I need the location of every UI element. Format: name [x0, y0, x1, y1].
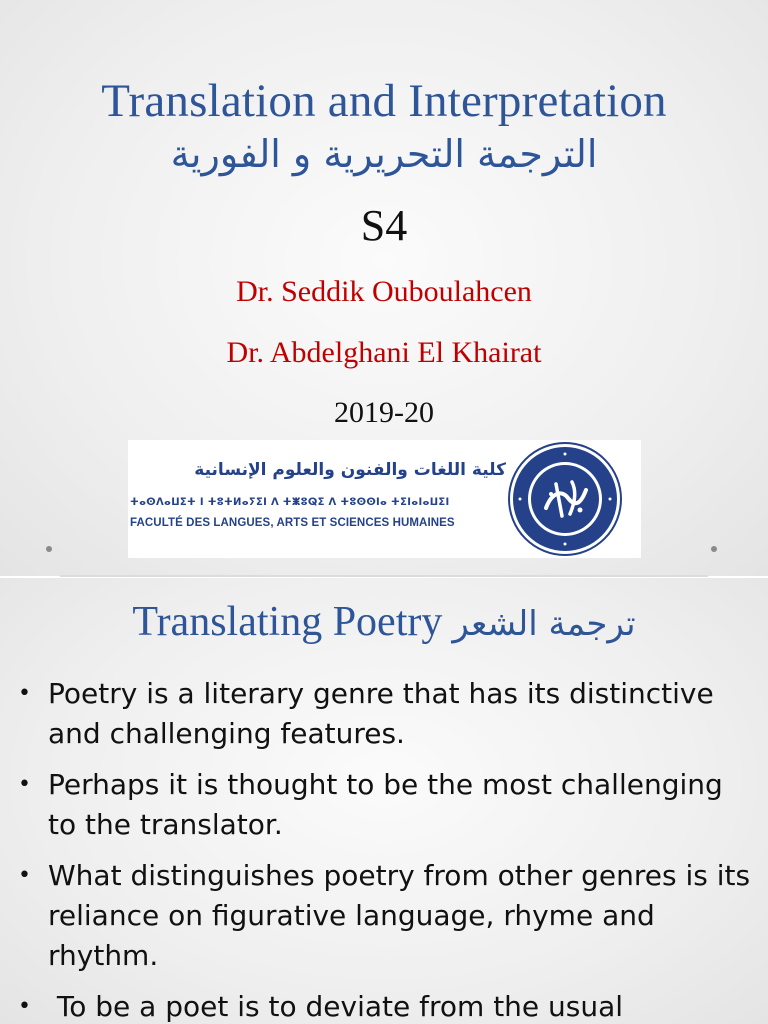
bullet-item — [18, 674, 758, 754]
bullet-item — [18, 765, 758, 845]
slide-title-arabic: ترجمة الشعر — [452, 604, 636, 644]
bullet-item — [18, 987, 758, 1024]
bullet-icon: • — [18, 994, 31, 1019]
bullet-list — [18, 674, 758, 1024]
bullet-icon: • — [18, 681, 31, 706]
bullet-icon: • — [18, 772, 31, 797]
author-name: Dr. Seddik Ouboulahcen — [236, 275, 532, 308]
logo-tifinagh-text: ⵜⴰⵙⴷⴰⵡⵉⵜ ⵏ ⵜⵓⵜⵍⴰⵢⵉⵏ ⴷ ⵜⵥⵓⵕⵉ ⴷ ⵜⵓⵙⵙⵏⴰ ⵜⵉⵏⴰⵏⴰⵡⵉⵏ — [130, 497, 450, 508]
bullet-text: What distinguishes poetry from other genres is its reliance on figurative language, rhyme and rhythm. — [48, 859, 751, 972]
slide-title-english: Translating Poetry — [132, 599, 443, 645]
slide-title-english: Translation and Interpretation — [101, 75, 667, 127]
faculty-logo-banner — [128, 440, 641, 558]
slide-dot-decoration — [46, 546, 52, 552]
slide-dot-decoration — [711, 546, 717, 552]
academic-year: 2019-20 — [334, 396, 434, 429]
slide-separator — [60, 575, 708, 577]
bullet-text: Perhaps it is thought to be the most challenging to the translator. — [48, 768, 723, 841]
bullet-text: Poetry is a literary genre that has its distinctive and challenging features. — [48, 677, 714, 750]
slide-title — [0, 598, 768, 646]
bullet-item — [18, 856, 758, 976]
slide-2 — [0, 578, 768, 1024]
author-name: Dr. Abdelghani El Khairat — [226, 336, 542, 369]
bullet-icon: • — [18, 863, 31, 888]
university-seal-icon — [506, 440, 624, 558]
slide-title-arabic: الترجمة التحريرية و الفورية — [170, 132, 598, 176]
bullet-text: To be a poet is to deviate from the usual — [48, 990, 624, 1023]
logo-french-text: FACULTÉ DES LANGUES, ARTS ET SCIENCES HUMAINES — [130, 517, 455, 529]
logo-arabic-text: كلية اللغات والفنون والعلوم الإنسانية — [194, 460, 506, 480]
course-code: S4 — [360, 201, 408, 250]
